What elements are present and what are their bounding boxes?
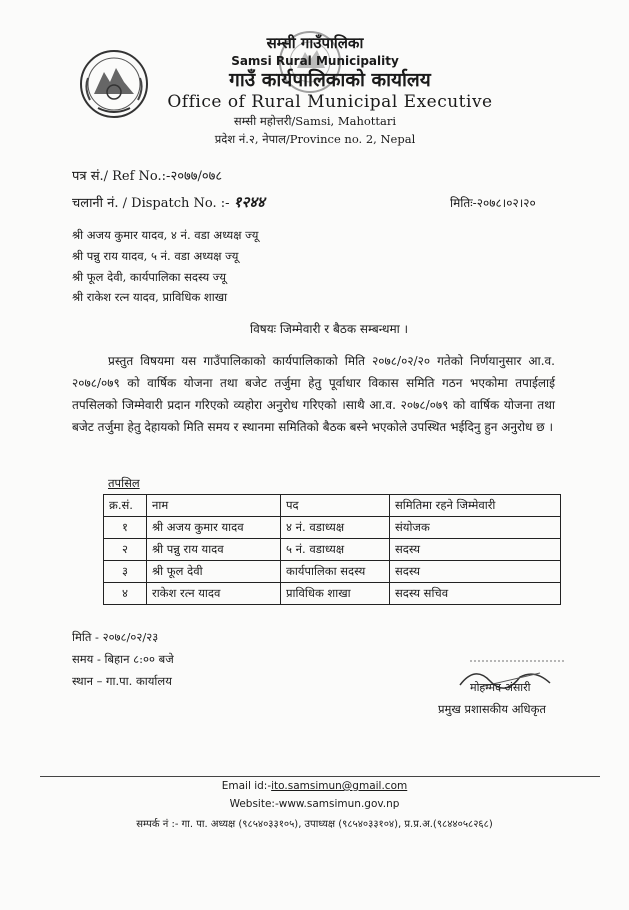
row-serial: ३ xyxy=(104,561,147,583)
row-position: ५ नं. वडाध्यक्ष xyxy=(281,539,390,561)
table-row xyxy=(104,539,561,561)
date-value: २०७८।०२।२० xyxy=(476,196,536,210)
row-name: राकेश रत्न यादव xyxy=(147,583,281,605)
footer-email-line xyxy=(0,780,629,792)
header-serial: क्र.सं. xyxy=(104,495,147,517)
ref-label: पत्र सं./ Ref No.:- xyxy=(72,169,171,184)
footer-divider xyxy=(40,776,600,777)
office-location: सम्सी महोत्तरी/Samsi, Mahottari xyxy=(233,114,397,128)
footer-contact: सम्पर्क नं :- गा. पा. अध्यक्ष (९८५४०३३१०५), उपाध्यक्ष (९८५४०३३१०४), प्र.प्र.अ.(९८४४०५८२६८) xyxy=(136,819,493,830)
header-responsibility: समितिमा रहने जिम्मेवारी xyxy=(390,495,561,517)
ref-value: २०७७/०७८ xyxy=(170,169,223,184)
row-serial: ४ xyxy=(104,583,147,605)
office-name-english: Office of Rural Municipal Executive xyxy=(167,92,493,112)
dispatch-label: चलानी नं. / Dispatch No. :- xyxy=(72,196,230,211)
footer-website[interactable]: Website:-www.samsimun.gov.np xyxy=(229,798,400,810)
row-responsibility: संयोजक xyxy=(390,517,561,539)
signatory-title: प्रमुख प्रशासकीय अधिकृत xyxy=(438,702,546,716)
row-position: कार्यपालिका सदस्य xyxy=(281,561,390,583)
office-name-nepali: गाउँ कार्यपालिकाको कार्यालय xyxy=(229,69,431,91)
row-position: ४ नं. वडाध्यक्ष xyxy=(281,517,390,539)
email-label: Email id:- xyxy=(221,780,272,792)
table-row xyxy=(104,583,561,605)
row-name: श्री पन्नु राय यादव xyxy=(147,539,281,561)
letter-date-line xyxy=(450,194,536,211)
recipient-2: श्री पन्नु राय यादव, ५ नं. वडा अध्यक्ष ज्यू xyxy=(72,249,239,263)
letter-subject: विषयः जिम्मेवारी र बैठक सम्बन्धमा । xyxy=(250,322,409,336)
recipient-4: श्री राकेश रत्न यादव, प्राविधिक शाखा xyxy=(72,290,228,304)
table-header-row xyxy=(104,495,561,517)
letter-body: प्रस्तुत विषयमा यस गाउँपालिकाको कार्यपालिकाको मिति २०७८/०२/२० गतेको निर्णयानुसार आ.व. २०७८/०७९ को वार्षिक योजना तथा बजेट तर्जुमा हेतु पूर्वाधार विकास समिति गठन भएकोमा तपाईलाई तपसिलको जिम्मेवारी प्रदान गरिएको व्यहोरा अनुरोध गरिएको ।साथै आ.व. २०७८/०७९ को वार्षिक योजना तथा बजेट तर्जुमा हेतु देहायको मिति समय र स्थानमा समितिको बैठक बस्ने भएकोले उपस्थित भईदिनु हुन अनुरोध छ । xyxy=(72,354,555,434)
signatory-name: मोहम्मद अंसारी xyxy=(470,681,531,694)
row-serial: २ xyxy=(104,539,147,561)
meeting-place: स्थान – गा.पा. कार्यालय xyxy=(72,674,172,688)
meeting-time: समय - बिहान ८:०० बजे xyxy=(72,652,174,666)
table-row xyxy=(104,561,561,583)
ref-number-line xyxy=(72,166,222,184)
dispatch-value-handwritten: १२४४ xyxy=(233,193,265,211)
header-name: नाम xyxy=(147,495,281,517)
dispatch-number-line xyxy=(72,192,265,212)
municipality-name-english: Samsi Rural Municipality xyxy=(231,54,399,68)
municipality-name-nepali: सम्सी गाउँपालिका xyxy=(266,34,364,52)
recipient-1: श्री अजय कुमार यादव, ४ नं. वडा अध्यक्ष ज्यू xyxy=(72,228,259,242)
header-position: पद xyxy=(281,495,390,517)
row-position: प्राविधिक शाखा xyxy=(281,583,390,605)
row-serial: १ xyxy=(104,517,147,539)
row-responsibility: सदस्य सचिव xyxy=(390,583,561,605)
office-province: प्रदेश नं.२, नेपाल/Province no. 2, Nepal xyxy=(214,132,416,146)
committee-table xyxy=(103,494,561,605)
table-row xyxy=(104,517,561,539)
row-responsibility: सदस्य xyxy=(390,561,561,583)
table-caption: तपसिल xyxy=(108,476,140,490)
meeting-date: मिति - २०७८/०२/२३ xyxy=(72,630,159,644)
row-name: श्री अजय कुमार यादव xyxy=(147,517,281,539)
date-label: मितिः- xyxy=(450,196,477,210)
row-responsibility: सदस्य xyxy=(390,539,561,561)
row-name: श्री फूल देवी xyxy=(147,561,281,583)
email-link[interactable]: ito.samsimun@gmail.com xyxy=(271,780,408,792)
recipient-3: श्री फूल देवी, कार्यपालिका सदस्य ज्यू xyxy=(72,270,227,284)
